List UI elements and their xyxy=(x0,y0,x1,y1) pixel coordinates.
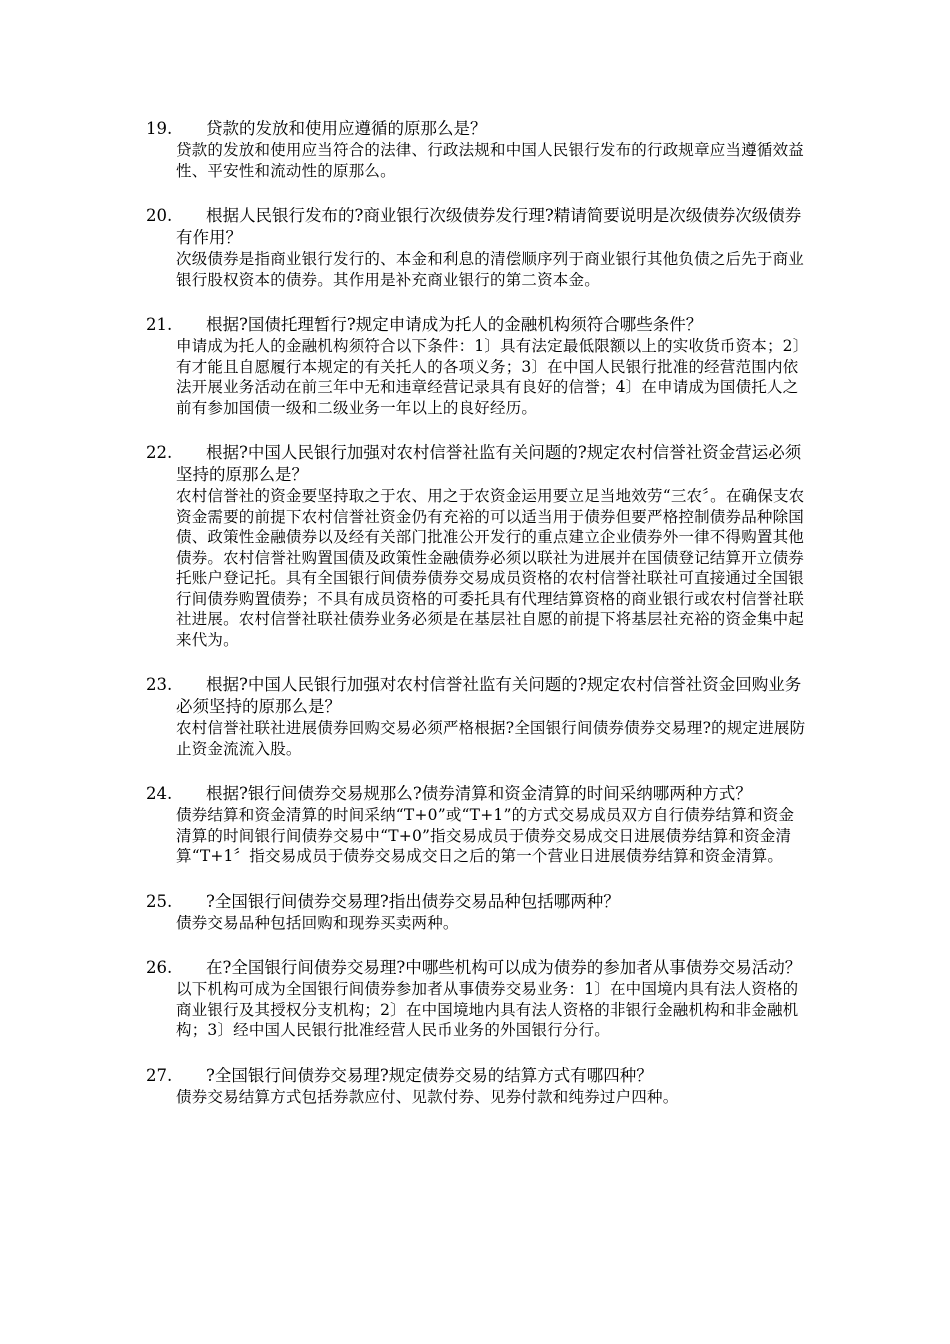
question-number: 23. xyxy=(146,675,173,694)
answer-text: 农村信誉社联社进展债券回购交易必须严格根据?全国银行间债券债券交易理?的规定进展防止资金流流入股。 xyxy=(176,719,806,758)
answer-text: 债券结算和资金清算的时间采纳“T+0”或“T+1”的方式交易成员双方自行债券结算和资金清算的时间银行间债券交易中“T+0”指交易成员于债券交易成交日进展债券结算和资金清算“T+1〞指交易成员于债券交易成交日之后的第一个营业日进展债券结算和资金清算。 xyxy=(176,806,795,865)
question-text: ?全国银行间债券交易理?指出债券交易品种包括哪两种？ xyxy=(206,891,620,911)
question xyxy=(146,891,806,913)
qa-item-27 xyxy=(146,1065,806,1108)
answer-text: 贷款的发放和使用应当符合的法律、行政法规和中国人民银行发布的行政规章应当遵循效益性、平安性和流动性的原那么。 xyxy=(176,141,805,180)
question-text: ?全国银行间债券交易理?规定债券交易的结算方式有哪四种？ xyxy=(206,1065,653,1085)
answer-text: 次级债券是指商业银行发行的、本金和利息的清偿顺序列于商业银行其他负债之后先于商业银行股权资本的债券。其作用是补充商业银行的第二资本金。 xyxy=(176,250,805,289)
question-number: 26. xyxy=(146,958,173,977)
question xyxy=(146,205,806,249)
question-number: 21. xyxy=(146,315,173,334)
question-text: 在?全国银行间债券交易理?中哪些机构可以成为债券的参加者从事债券交易活动？ xyxy=(206,958,802,977)
question xyxy=(146,783,806,805)
question-text: 根据人民银行发布的?商业银行次级债券发行理?精请简要说明是次级债券次级债券有作用？ xyxy=(176,206,802,247)
qa-item-26 xyxy=(146,957,806,1041)
qa-item-19 xyxy=(146,118,806,181)
question xyxy=(146,1065,806,1087)
question-text: 贷款的发放和使用应遵循的原那么是？ xyxy=(206,119,487,138)
qa-item-23 xyxy=(146,674,806,759)
question xyxy=(146,118,806,140)
question-number: 27. xyxy=(146,1065,173,1085)
question xyxy=(146,314,806,336)
question-text: 根据?银行间债券交易规那么?债券清算和资金清算的时间采纳哪两种方式？ xyxy=(206,784,752,803)
answer-text: 申请成为托人的金融机构须符合以下条件：1〕具有法定最低限额以上的实收货币资本；2〕有才能且自愿履行本规定的有关托人的各项义务；3〕在中国人民银行批准的经营范围内依法开展业务活动在前三年中无和违章经营记录具有良好的信誉；4〕在申请成为国债托人之前有参加国债一级和二级业务一年以上的良好经历。 xyxy=(176,337,801,417)
question-number: 25. xyxy=(146,891,173,911)
answer-text: 债券交易品种包括回购和现券买卖两种。 xyxy=(176,913,459,932)
question-text: 根据?中国人民银行加强对农村信誉社监有关问题的?规定农村信誉社资金回购业务必须坚持的原那么是？ xyxy=(176,675,802,716)
question xyxy=(146,957,806,979)
qa-item-20 xyxy=(146,205,806,290)
question-number: 20. xyxy=(146,206,173,225)
document-page xyxy=(146,118,806,1131)
qa-item-24 xyxy=(146,783,806,867)
answer-text: 农村信誉社的资金要坚持取之于农、用之于农资金运用要立足当地效劳“三农〞。在确保支农资金需要的前提下农村信誉社资金仍有充裕的可以适当用于债券但要严格控制债券品种除国债、政策性金融债券以及经有关部门批准公开发行的重点建立企业债券外一律不得购置其他债券。农村信誉社购置国债及政策性金融债券必须以联社为进展并在国债登记结算开立债券托账户登记托。具有全国银行间债券债券交易成员资格的农村信誉社联社可直接通过全国银行间债券购置债券；不具有成员资格的可委托具有代理结算资格的商业银行或农村信誉社联社进展。农村信誉社联社债券业务必须是在基层社自愿的前提下将基层社充裕的资金集中起来代为。 xyxy=(176,487,805,649)
qa-item-21 xyxy=(146,314,806,418)
question-number: 24. xyxy=(146,784,173,803)
question-number: 22. xyxy=(146,443,173,462)
question-text: 根据?国债托理暂行?规定申请成为托人的金融机构须符合哪些条件？ xyxy=(206,315,703,334)
answer-text: 债券交易结算方式包括券款应付、见款付券、见券付款和纯券过户四种。 xyxy=(176,1087,679,1106)
answer-text: 以下机构可成为全国银行间债券参加者从事债券交易业务：1〕在中国境内具有法人资格的商业银行及其授权分支机构；2〕在中国境地内具有法人资格的非银行金融机构和非金融机构；3〕经中国人民银行批准经营人民币业务的外国银行分行。 xyxy=(176,980,799,1039)
question-number: 19. xyxy=(146,119,173,138)
question-text: 根据?中国人民银行加强对农村信誉社监有关问题的?规定农村信誉社资金营运必须坚持的原那么是？ xyxy=(176,443,802,484)
qa-item-22 xyxy=(146,442,806,650)
qa-item-25 xyxy=(146,891,806,934)
question xyxy=(146,442,806,486)
question xyxy=(146,674,806,718)
